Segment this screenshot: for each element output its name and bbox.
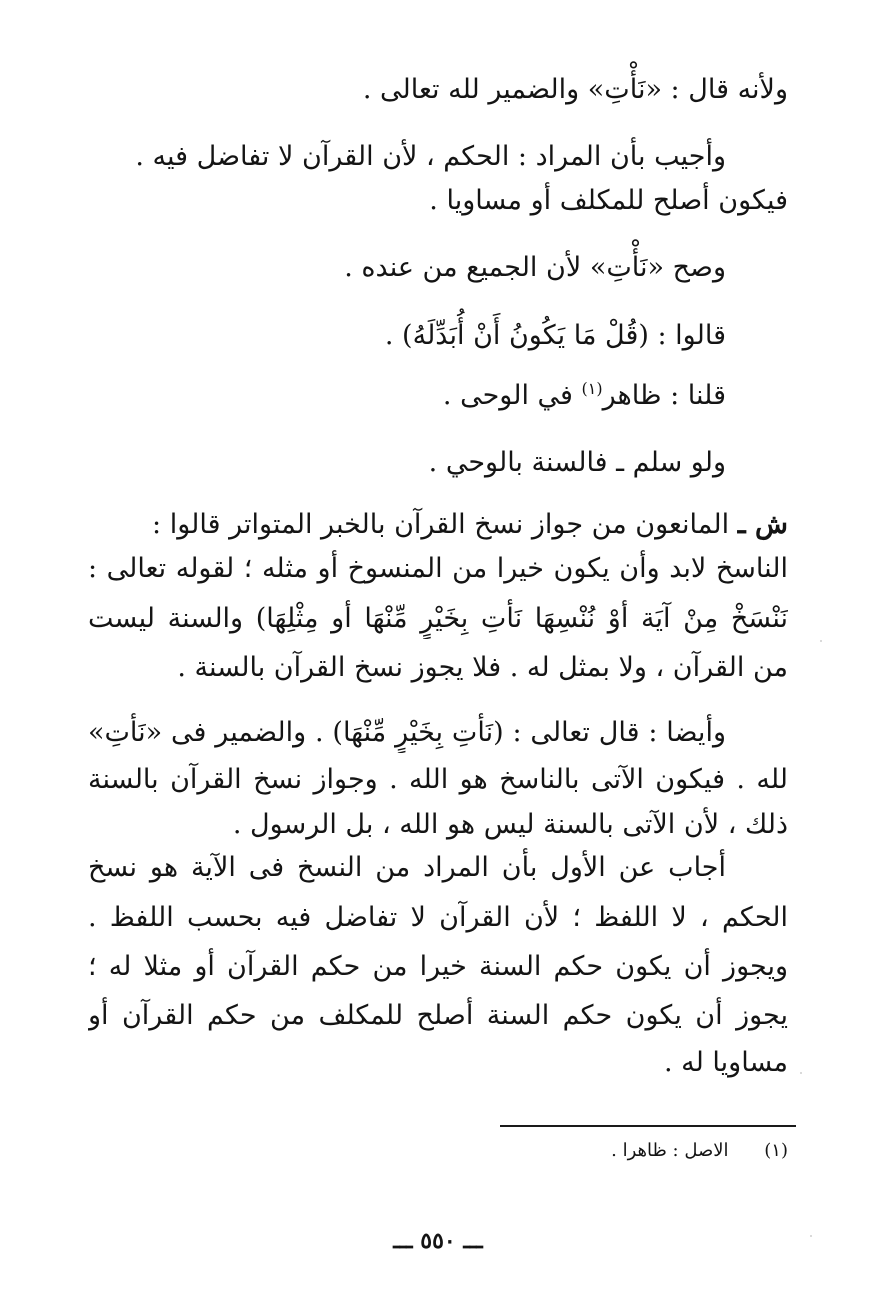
text-line-15: أجاب عن الأول بأن المراد من النسخ فى الآية هو نسخ — [88, 852, 726, 883]
footnote-separator — [500, 1125, 796, 1127]
text-line-3: فيكون أصلح للمكلف أو مساويا . — [429, 185, 788, 216]
footnote — [611, 1136, 788, 1166]
text-line-16: الحكم ، لا اللفظ ؛ لأن القرآن لا تفاضل فيه بحسب اللفظ . — [88, 902, 788, 933]
scan-speck — [820, 640, 822, 642]
text-line-12: وأيضا : قال تعالى : (نَأْتِ بِخَيْرٍ مِّنْهَا) . والضمير فى «نَأْتِ» — [88, 717, 726, 748]
page-number: ـــ ٥٥٠ ـــ — [393, 1228, 483, 1254]
text-line-9: الناسخ لابد وأن يكون خيرا من المنسوخ أو مثله ؛ لقوله تعالى : — [88, 553, 788, 584]
text-line-17: ويجوز أن يكون حكم السنة خيرا من حكم القرآن أو مثلا له ؛ — [88, 951, 788, 982]
text-line-4: وصح «نَأْتِ» لأن الجميع من عنده . — [344, 252, 726, 283]
text-line-13: لله . فيكون الآتى بالناسخ هو الله . وجواز نسخ القرآن بالسنة — [88, 764, 788, 795]
text-line-6-rest: في الوحى . — [442, 380, 573, 411]
text-line-6 — [443, 376, 726, 416]
text-line-18: يجوز أن يكون حكم السنة أصلح للمكلف من حكم القرآن أو — [88, 1000, 788, 1031]
qulna-label: قلنا : — [670, 380, 726, 411]
scan-speck — [810, 1235, 812, 1237]
text-line-5: قالوا : (قُلْ مَا يَكُونُ أَنْ أُبَدِّلَهُ) . — [384, 320, 726, 351]
text-line-1: ولأنه قال : «نَأْتِ» والضمير لله تعالى . — [362, 74, 788, 105]
zahir-word: ظاهر — [602, 380, 662, 411]
text-line-14: ذلك ، لأن الآتى بالسنة ليس هو الله ، بل الرسول . — [232, 809, 788, 840]
footnote-text: الاصل : ظاهرا . — [611, 1140, 729, 1161]
sharh-marker: ش ـ — [737, 509, 788, 540]
text-line-19: مساويا له . — [663, 1047, 788, 1078]
footnote-marker[interactable]: (١) — [581, 379, 603, 398]
text-line-2: وأجيب بأن المراد : الحكم ، لأن القرآن لا تفاضل فيه . — [135, 141, 726, 172]
footnote-number: (١) — [764, 1140, 788, 1161]
text-line-10: نَنْسَخْ مِنْ آيَة أَوْ نُنْسِهَا نَأْتِ بِخَيْرٍ مِّنْهَا أَو مِثْلِهَا) والسنة ليست — [88, 603, 788, 634]
text-line-7: ولو سلم ـ فالسنة بالوحي . — [428, 447, 726, 478]
text-line-8 — [152, 505, 788, 545]
text-line-11: من القرآن ، ولا بمثل له . فلا يجوز نسخ القرآن بالسنة . — [177, 652, 788, 683]
scan-speck — [800, 1072, 802, 1074]
text-line-8-rest: المانعون من جواز نسخ القرآن بالخبر المتواتر قالوا : — [152, 509, 730, 540]
